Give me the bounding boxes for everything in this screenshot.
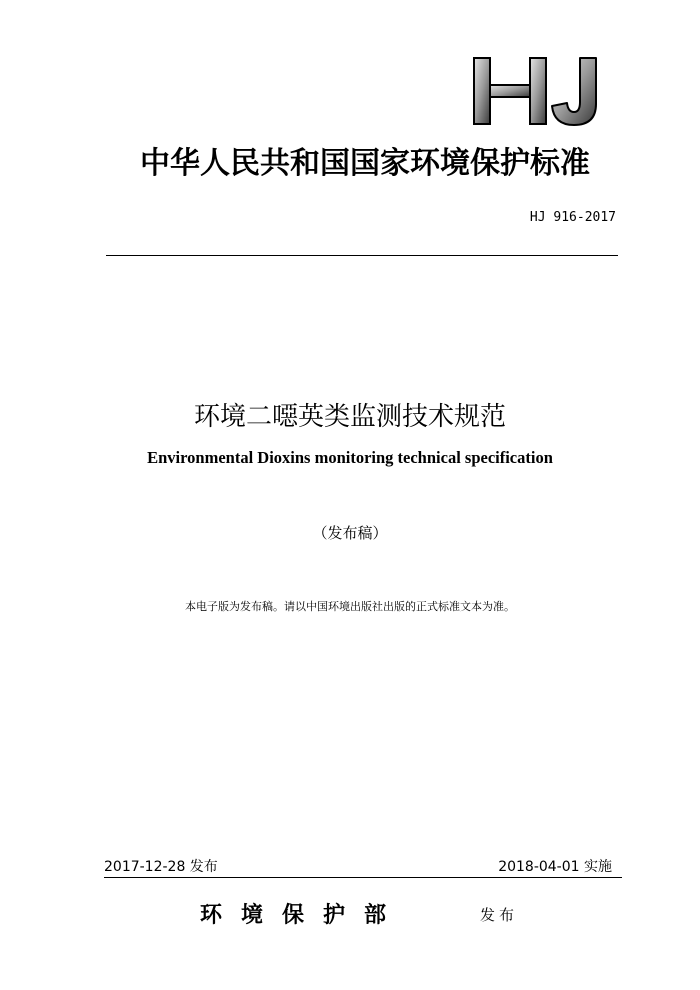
effective-date: 2018-04-01 实施	[498, 859, 612, 875]
issuer-name: 环境保护部	[200, 902, 406, 928]
standard-title: 中华人民共和国国家环境保护标准	[140, 146, 590, 181]
issuer-suffix: 发布	[480, 906, 519, 924]
draft-label: （发布稿）	[312, 524, 388, 542]
header-divider	[106, 255, 618, 256]
hj-logo-graphic	[468, 52, 608, 130]
logo-letter-h	[474, 58, 546, 124]
release-date: 2017-12-28 发布	[104, 859, 218, 875]
edition-notice: 本电子版为发布稿。请以中国环境出版社出版的正式标准文本为准。	[185, 600, 515, 613]
footer-divider	[104, 877, 622, 878]
logo-letter-j	[552, 58, 596, 125]
document-title-en: Environmental Dioxins monitoring technical specification	[147, 448, 553, 467]
document-title-cn: 环境二噁英类监测技术规范	[193, 402, 506, 432]
hj-logo	[468, 52, 608, 130]
standard-number: HJ 916-2017	[529, 210, 616, 225]
